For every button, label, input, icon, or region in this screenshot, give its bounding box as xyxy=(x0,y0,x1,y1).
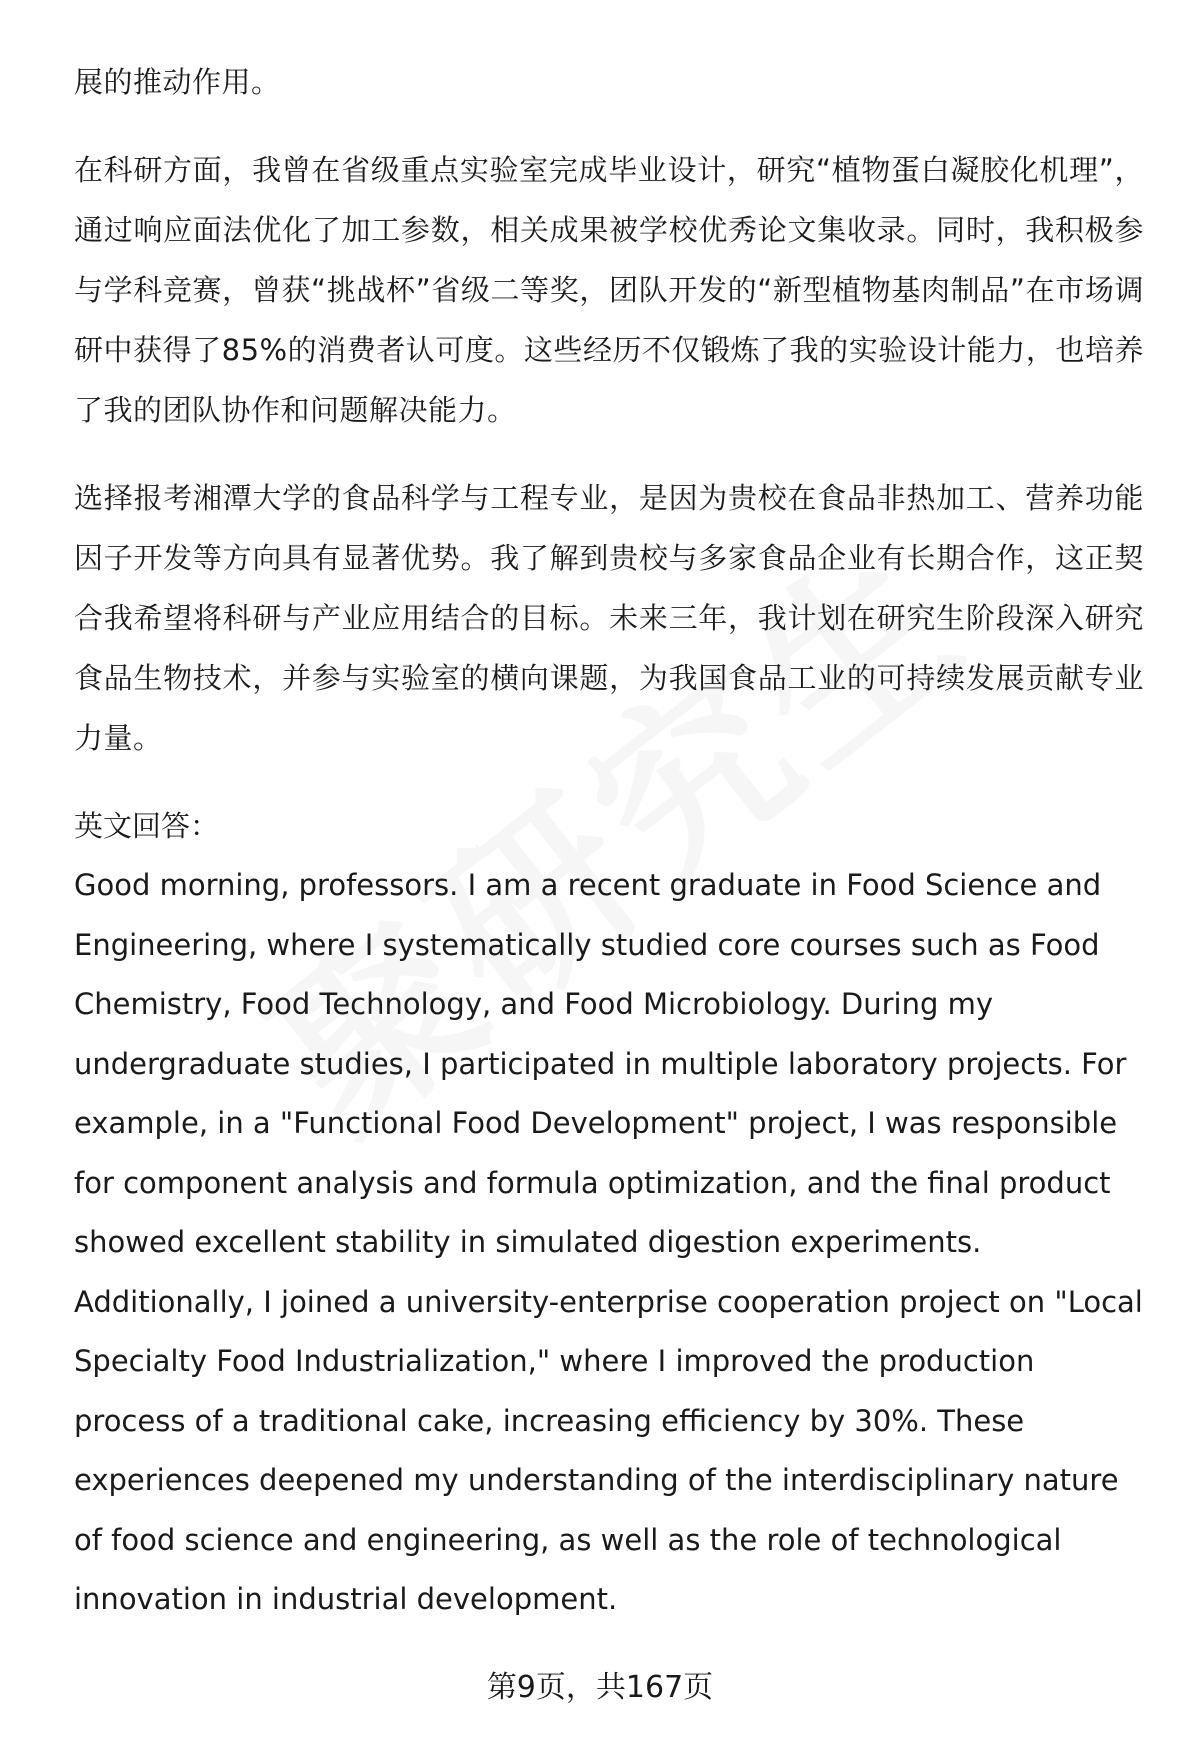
paragraph-continuation: 展的推动作用。 xyxy=(74,65,281,99)
english-answer-text: Good morning, professors. I am a recent graduate in Food Science and Engineering, where I systematically studied core courses such as Food Chemistry, Food Technology, and Food Microbiology. During my undergraduate studies, I participated in multiple laboratory projects. For example, in a "Functional Food Development" project, I was responsible for component analysis and formula optimization, and the final product showed excellent stability in simulated digestion experiments. Additionally, I joined a university-enterprise cooperation project on "Local Specialty Food Industrialization," where I improved the production process of a traditional cake, increasing efficiency by 30%. These experiences deepened my understanding of the interdisciplinary nature of food science and engineering, as well as the role of technological innovation in industrial development. xyxy=(74,868,1143,1616)
paragraph-motivation: 选择报考湘潭大学的食品科学与工程专业，是因为贵校在食品非热加工、营养功能因子开发等方向具有显著优势。我了解到贵校与多家食品企业有长期合作，这正契合我希望将科研与产业应用结合的目标。未来三年，我计划在研究生阶段深入研究食品生物技术，并参与实验室的横向课题，为我国食品工业的可持续发展贡献专业力量。 xyxy=(74,481,1144,755)
paragraph-research: 在科研方面，我曾在省级重点实验室完成毕业设计，研究“植物蛋白凝胶化机理”，通过响应面法优化了加工参数，相关成果被学校优秀论文集收录。同时，我积极参与学科竞赛，曾获“挑战杯”省级二等奖，团队开发的“新型植物基肉制品”在市场调研中获得了85%的消费者认可度。这些经历不仅锻炼了我的实验设计能力，也培养了我的团队协作和问题解决能力。 xyxy=(74,153,1144,427)
english-answer-label: 英文回答： xyxy=(74,809,220,843)
page-number-footer: 第9页，共167页 xyxy=(486,1670,714,1705)
document-body xyxy=(74,52,1144,1658)
